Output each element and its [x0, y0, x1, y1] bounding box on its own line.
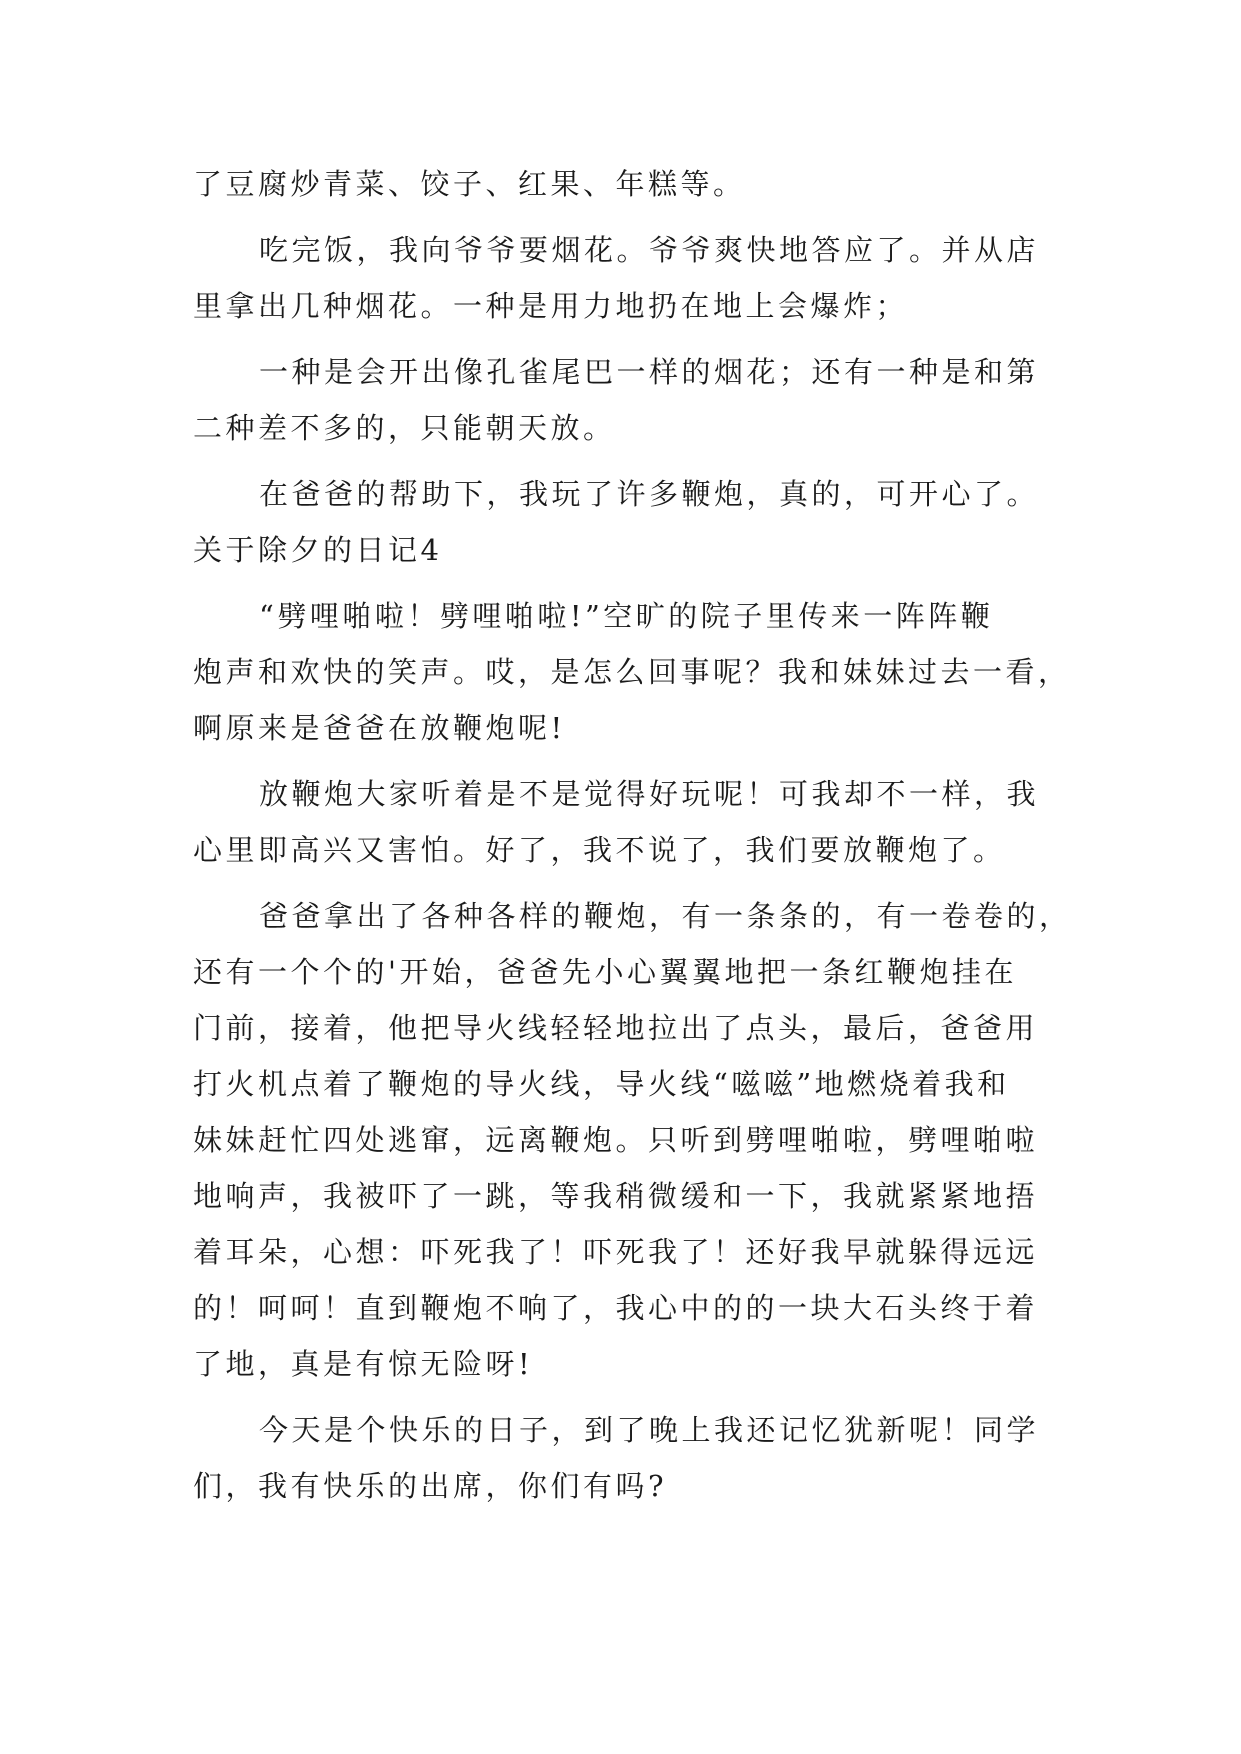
document-body	[193, 156, 1072, 1514]
paragraph-start-line: 放鞭炮大家听着是不是觉得好玩呢！可我却不一样，我	[259, 777, 1040, 811]
text-line: 了豆腐炒青菜、饺子、红果、年糕等。	[193, 167, 746, 201]
text-line: 地响声，我被吓了一跳，等我稍微缓和一下，我就紧紧地捂	[193, 1179, 1039, 1213]
text-line: 门前，接着，他把导火线轻轻地拉出了点头，最后，爸爸用	[193, 1011, 1039, 1045]
text-line: 了地，真是有惊无险呀!	[193, 1347, 534, 1381]
paragraph-start-line: 爸爸拿出了各种各样的鞭炮，有一条条的，有一卷卷的，	[259, 899, 1072, 933]
text-line: 着耳朵，心想：吓死我了！吓死我了！还好我早就躲得远远	[193, 1235, 1039, 1269]
paragraph-start-line: 今天是个快乐的日子，到了晚上我还记忆犹新呢！同学	[259, 1413, 1040, 1447]
paragraph-start-line: “劈哩啪啦！劈哩啪啦!”空旷的院子里传来一阵阵鞭	[259, 599, 994, 633]
text-line: 妹妹赶忙四处逃窜，远离鞭炮。只听到劈哩啪啦，劈哩啪啦	[193, 1123, 1039, 1157]
text-line: 还有一个个的'开始，爸爸先小心翼翼地把一条红鞭炮挂在	[193, 955, 1017, 989]
text-line: 二种差不多的，只能朝天放。	[193, 411, 616, 445]
paragraph-start-line: 在爸爸的帮助下，我玩了许多鞭炮，真的，可开心了。	[259, 477, 1040, 511]
text-line: 炮声和欢快的笑声。哎，是怎么回事呢？我和妹妹过去一看，	[193, 655, 1071, 689]
text-line: 啊原来是爸爸在放鞭炮呢!	[193, 711, 566, 745]
text-line: 们，我有快乐的出席，你们有吗?	[193, 1469, 668, 1503]
paragraph-start-line: 吃完饭，我向爷爷要烟花。爷爷爽快地答应了。并从店	[259, 233, 1040, 267]
section-heading: 关于除夕的日记4	[193, 533, 443, 567]
text-line: 打火机点着了鞭炮的导火线，导火线“嗞嗞”地燃烧着我和	[193, 1067, 1010, 1101]
paragraph-start-line: 一种是会开出像孔雀尾巴一样的烟花；还有一种是和第	[259, 355, 1040, 389]
text-line: 里拿出几种烟花。一种是用力地扔在地上会爆炸；	[193, 289, 909, 323]
text-line: 心里即高兴又害怕。好了，我不说了，我们要放鞭炮了。	[193, 833, 1006, 867]
text-line: 的！呵呵！直到鞭炮不响了，我心中的的一块大石头终于着	[193, 1291, 1039, 1325]
